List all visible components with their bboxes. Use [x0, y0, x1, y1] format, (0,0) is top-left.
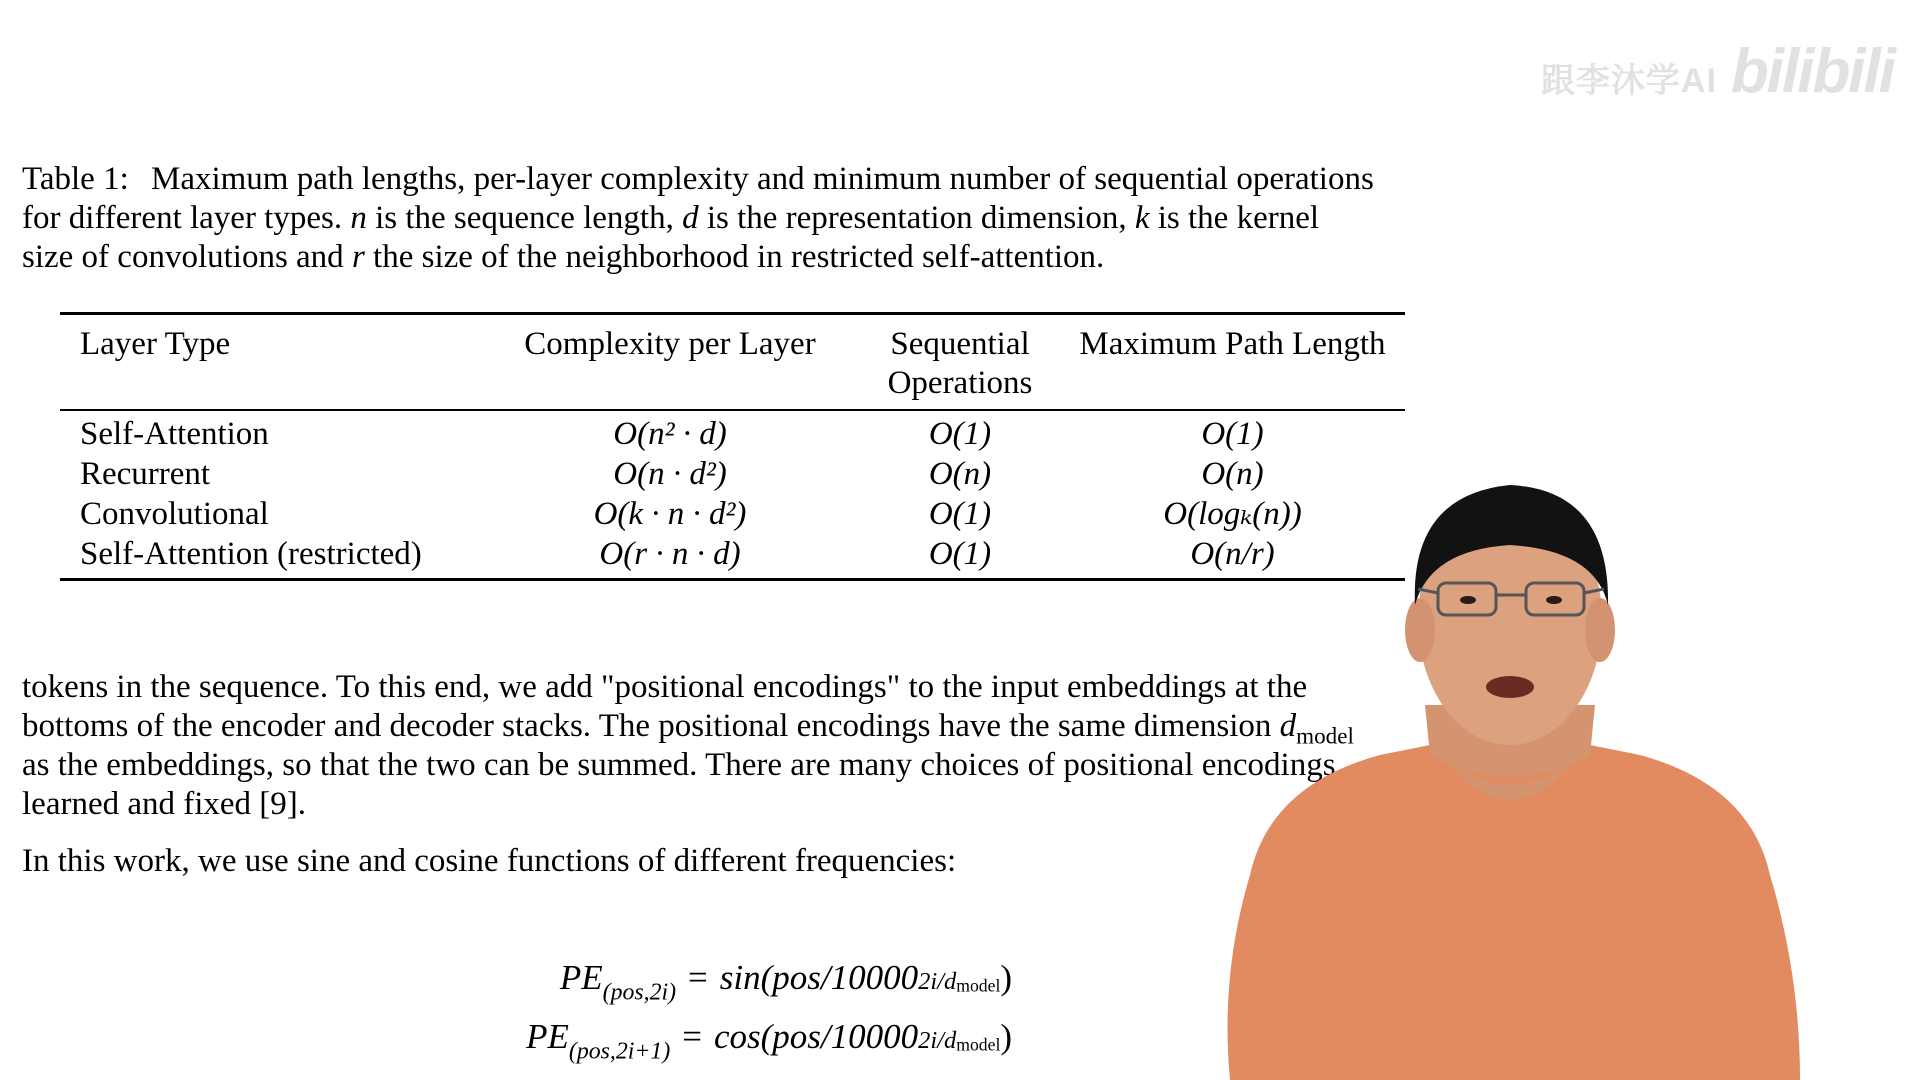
caption-text-2d: is the kernel — [1157, 200, 1320, 236]
cell-layer-type: Convolutional — [80, 496, 269, 532]
cell-max-path: O(n) — [1201, 456, 1264, 492]
caption-label: Table 1: — [22, 161, 129, 197]
presenter-ear-right — [1585, 598, 1615, 662]
eq1-func: sin — [719, 958, 761, 997]
eq1-exp-sub: model — [956, 975, 1001, 996]
cell-complexity: O(r · n · d) — [599, 536, 741, 572]
cell-max-path: O(logₖ(n)) — [1163, 496, 1302, 532]
table-caption — [22, 160, 1442, 277]
eq1-arg: (pos/10000 — [760, 958, 919, 997]
paragraph-2: In this work, we use sine and cosine functions of different frequencies: — [22, 843, 957, 879]
var-r: r — [351, 239, 365, 275]
caption-text-2c: is the representation dimension, — [706, 200, 1127, 236]
presenter-video — [1210, 455, 1810, 1080]
body-line-4: learned and fixed [9]. — [22, 786, 307, 822]
cell-sequential: O(1) — [928, 496, 992, 532]
dmodel-var: d — [1279, 708, 1297, 744]
var-k: k — [1134, 200, 1150, 236]
eq2-lhs: PE — [526, 1017, 569, 1056]
equation-sin — [300, 958, 1012, 1006]
presenter-mouth — [1486, 676, 1534, 698]
cell-complexity: O(n² · d) — [613, 416, 727, 452]
watermark-user: 跟李沐学AI — [1540, 62, 1717, 100]
presenter-arm-right — [1720, 875, 1800, 1080]
bilibili-logo: bilibili — [1730, 37, 1894, 106]
cell-max-path: O(1) — [1201, 416, 1264, 452]
eq1-exp: 2i/d — [918, 968, 957, 995]
cell-complexity: O(k · n · d²) — [593, 496, 747, 532]
cell-layer-type: Recurrent — [80, 456, 211, 492]
caption-line-2 — [22, 199, 1442, 238]
table-bottom-rule — [60, 578, 1405, 581]
presenter-ear-left — [1405, 598, 1435, 662]
var-n: n — [350, 200, 367, 236]
eq1-lhs-sub: (pos,2i) — [602, 979, 677, 1006]
cell-sequential: O(1) — [928, 536, 992, 572]
header-sequential-line1: Sequential — [890, 326, 1030, 362]
eq2-lhs-sub: (pos,2i+1) — [568, 1038, 671, 1065]
presenter-eye-right — [1546, 596, 1562, 604]
cell-complexity: O(n · d²) — [613, 456, 727, 492]
caption-text-2a: for different layer types. — [22, 200, 343, 236]
caption-text-3b: the size of the neighborhood in restricted self-attention. — [373, 239, 1105, 275]
eq2-exp-sub: model — [956, 1034, 1001, 1055]
eq1-lhs: PE — [559, 958, 603, 997]
cell-max-path: O(n/r) — [1190, 536, 1275, 572]
header-max-path: Maximum Path Length — [1079, 326, 1386, 362]
header-complexity: Complexity per Layer — [524, 326, 816, 362]
eq2-func: cos — [714, 1017, 761, 1056]
table-header-row — [60, 315, 1405, 409]
cell-sequential: O(1) — [928, 416, 992, 452]
watermark — [1541, 36, 1894, 107]
eq2-exp: 2i/d — [918, 1027, 957, 1054]
table-row — [60, 534, 1405, 578]
equation-cos — [300, 1017, 1012, 1065]
header-sequential-line2: Operations — [887, 365, 1033, 401]
body-line-1: tokens in the sequence. To this end, we add "positional encodings" to the input embeddings at the — [22, 669, 1308, 705]
caption-text-2b: is the sequence length, — [375, 200, 674, 236]
eq1-close: ) — [1000, 958, 1012, 997]
table-row — [60, 454, 1405, 494]
dmodel-sub: model — [1296, 722, 1354, 749]
presenter-eye-left — [1460, 596, 1476, 604]
body-line-2: bottoms of the encoder and decoder stacks. The positional encodings have the same dimension — [22, 708, 1272, 744]
caption-text-3a: size of convolutions and — [22, 239, 344, 275]
caption-text-1: Maximum path lengths, per-layer complexity and minimum number of sequential operations — [150, 161, 1374, 197]
table-row — [60, 411, 1405, 454]
var-d: d — [682, 200, 699, 236]
eq2-arg: (pos/10000 — [760, 1017, 919, 1056]
header-sequential — [860, 315, 1060, 409]
complexity-table — [60, 312, 1405, 581]
table-row — [60, 494, 1405, 534]
cell-layer-type: Self-Attention — [80, 416, 269, 452]
cell-layer-type: Self-Attention (restricted) — [80, 536, 422, 572]
header-layer-type: Layer Type — [80, 326, 231, 362]
eq2-close: ) — [1000, 1017, 1012, 1056]
eq2-equals: = — [682, 1017, 702, 1056]
caption-line-3 — [22, 238, 1442, 277]
body-line-3: as the embeddings, so that the two can be summed. There are many choices of positional encodings, — [22, 747, 1344, 783]
caption-line-1 — [22, 160, 1442, 199]
cell-sequential: O(n) — [928, 456, 992, 492]
eq1-equals: = — [688, 958, 708, 997]
